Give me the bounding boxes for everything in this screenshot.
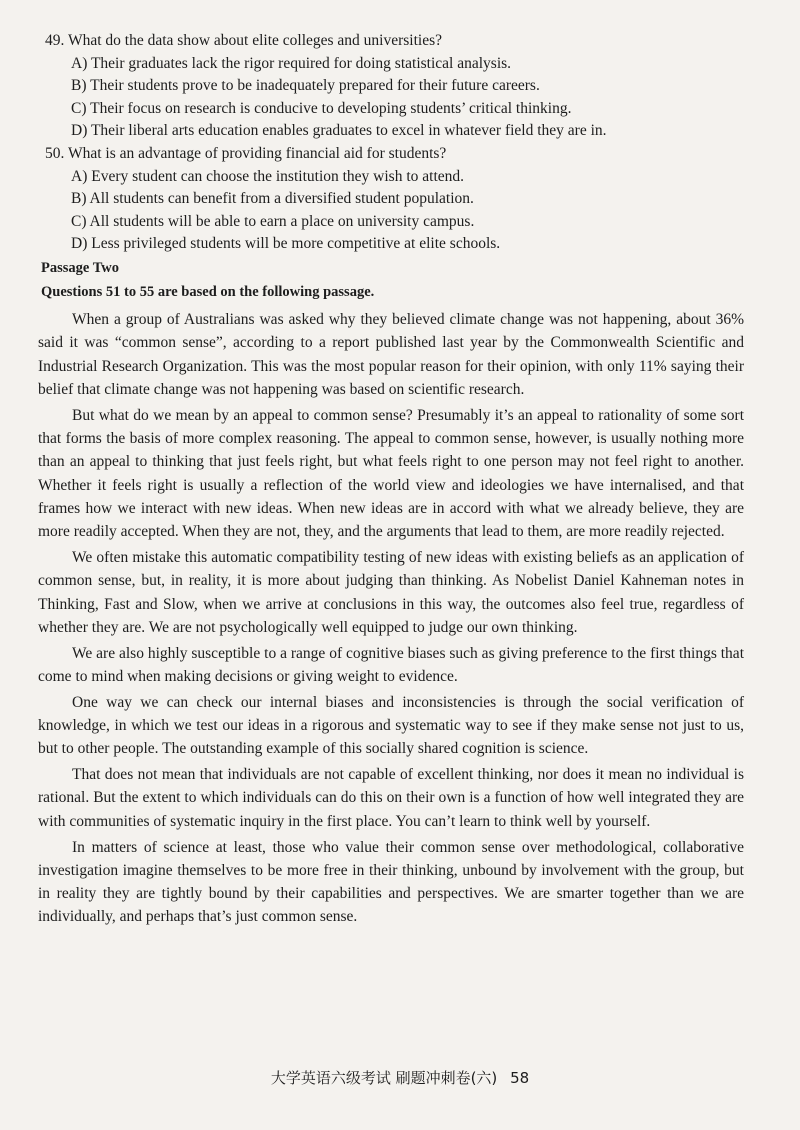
passage-paragraph: One way we can check our internal biases and inconsistencies is through the social verification of knowledge, in which we test our ideas in a rigorous and systematic way to see if they make sense not just to us, but to other people. The outstanding example of this socially shared cognition is science. [38,693,744,758]
answer-option[interactable]: C) Their focus on research is conducive to developing students’ critical thinking. [71,99,572,117]
passage-paragraph: When a group of Australians was asked why they believed climate change was not happening, about 36% said it was “common sense”, according to a report published last year by the Commonwealth Scientific and Industrial Research Organization. This was the most popular reason for their opinion, with only 11% saying their belief that climate change was not happening was based on scientific research. [38,311,744,398]
passage-paragraph: We often mistake this automatic compatibility testing of new ideas with existing beliefs as an application of common sense, but, in reality, it is more about judging than thinking. As Nobelist Daniel Kahneman notes in Thinking, Fast and Slow, when we arrive at conclusions in this way, the outcomes also feel true, regardless of whether they are. We are not psychologically well equipped to judge our own thinking. [38,548,744,636]
answer-option[interactable]: B) Their students prove to be inadequately prepared for their future careers. [71,77,540,95]
answer-option[interactable]: C) All students will be able to earn a place on university campus. [71,212,475,230]
answer-option[interactable]: D) Their liberal arts education enables graduates to excel in whatever field they are in. [71,122,607,140]
passage-paragraph: That does not mean that individuals are not capable of excellent thinking, nor does it mean no individual is rational. But the extent to which individuals can do this on their own is a function of how well integrated they are with communities of systematic inquiry in the first place. You can’t learn to think well by yourself. [38,766,744,830]
answer-option[interactable]: A) Every student can choose the institution they wish to attend. [71,167,465,185]
passage-body [38,308,744,931]
passage-instruction: Questions 51 to 55 are based on the following passage. [41,283,375,300]
page-number: 58 [510,1069,530,1087]
passage-paragraph: We are also highly susceptible to a range of cognitive biases such as giving preference to the first things that come to mind when making decisions or giving weight to evidence. [38,644,744,685]
passage-title: Passage Two [41,259,120,276]
question-stem: 49. What do the data show about elite colleges and universities? [45,32,443,49]
questions-section [41,30,765,304]
question-stem: 50. What is an advantage of providing financial aid for students? [45,144,447,162]
passage-paragraph: But what do we mean by an appeal to common sense? Presumably it’s an appeal to rationality of some sort that forms the basis of more complex reasoning. The appeal to common sense, however, is usually nothing more than an appeal to thinking that just feels right, but what feels right to one person may not feel right to another. Whether it feels right is usually a reflection of the world view and ideologies we have internalised, and that frames how we interact with new ideas. When new ideas are in accord with what we already believe, they are more readily accepted. When they are not, they, and the arguments that lead to them, are more readily rejected. [38,406,744,541]
answer-option[interactable]: B) All students can benefit from a diversified student population. [71,190,474,208]
book-title: 大学英语六级考试 刷题冲刺卷(六) [270,1069,498,1087]
answer-option[interactable]: A) Their graduates lack the rigor required for doing statistical analysis. [71,54,512,72]
answer-option[interactable]: D) Less privileged students will be more competitive at elite schools. [71,235,501,253]
passage-paragraph: In matters of science at least, those who value their common sense over methodological, collaborative investigation imagine themselves to be more free in their thinking, unbound by involvement with the group, but in reality they are tightly bound by their capabilities and perspectives. We are smarter together than we are individually, and perhaps that’s just common sense. [38,838,744,926]
page-footer [0,1067,800,1088]
